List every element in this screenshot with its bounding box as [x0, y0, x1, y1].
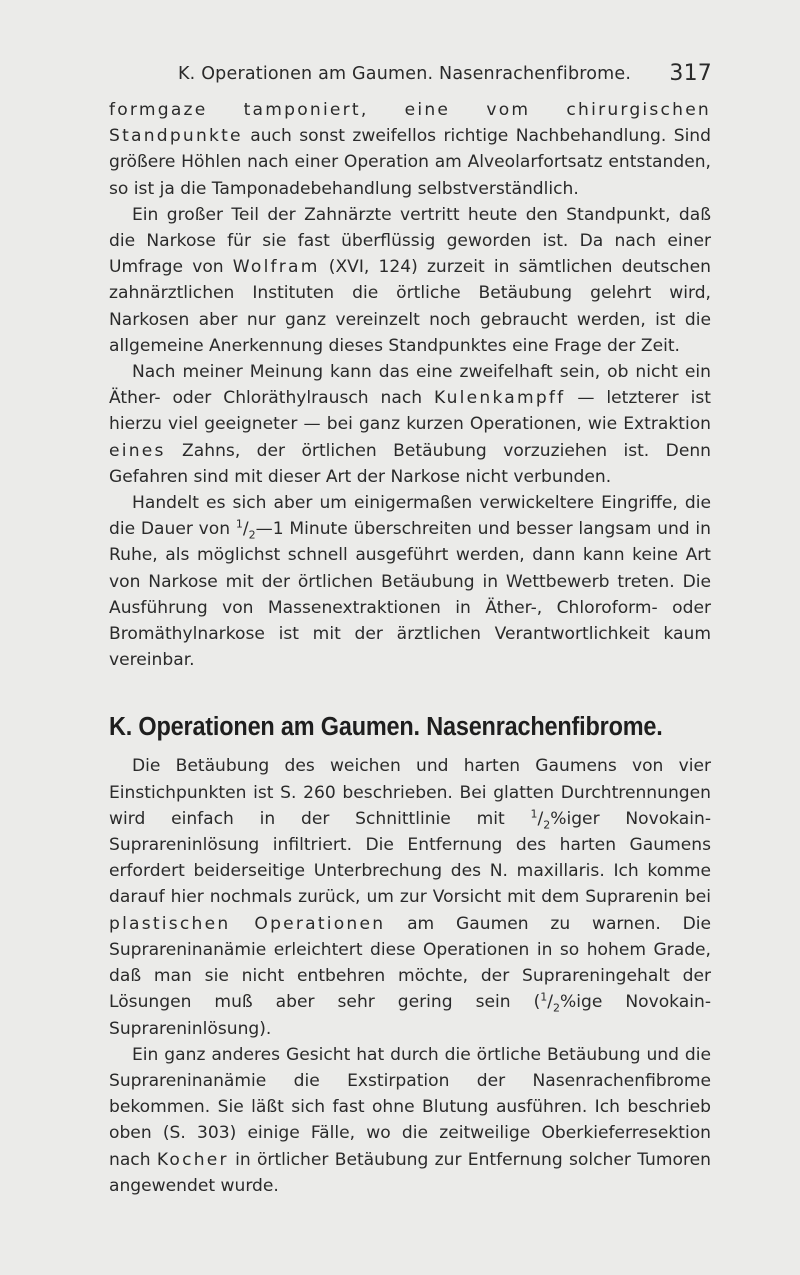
fraction-numerator: 1 — [540, 990, 548, 1004]
text-run: Handelt es sich aber um einigermaßen verwickeltere Eingriffe, die die Dauer von — [109, 493, 711, 540]
body-text — [109, 97, 711, 1199]
fraction-slash: / — [242, 519, 249, 540]
fraction — [530, 807, 551, 832]
paragraph — [109, 753, 711, 1041]
text-run: auch sonst zweifellos richtige Nachbehandlung. Sind größere Höhlen nach einer Operation am Alveolarfortsatz entstanden, so ist ja die Tamponadebehandlung selbstverständlich. — [109, 126, 711, 199]
fraction-numerator: 1 — [235, 517, 243, 531]
emphasized-text: Wolfram — [232, 257, 320, 278]
fraction — [235, 517, 256, 542]
text-run: Nach meiner Meinung kann das eine zweifelhaft sein, ob nicht ein Äther- oder Chloräthylrausch nach — [109, 362, 711, 409]
fraction-denominator: 2 — [543, 818, 551, 832]
emphasized-text: formgaze tamponiert, eine vom chirurgischen Standpunkte — [109, 100, 711, 147]
emphasized-text: plastischen Operationen — [109, 913, 386, 934]
fraction-slash: / — [547, 992, 554, 1013]
text-run: in örtlicher Betäubung zur Entfernung solcher Tumoren angewendet wurde. — [109, 1149, 711, 1196]
paragraph — [109, 97, 711, 202]
text-run: Die Betäubung des weichen und harten Gaumens von vier Einstichpunkten ist S. 260 beschrieben. Bei glatten Durchtrennungen wird einfach in der Schnittlinie mit — [109, 756, 711, 829]
text-run: —1 Minute überschreiten und besser langsam und in Ruhe, als möglichst schnell ausgeführt werden, dann kann keine Art von Narkose mit der örtlichen Betäubung in Wettbewerb treten. Die Ausführung von Massenextraktionen in Äther-, Chloroform- oder Bromäthylnarkose ist mit der ärztlichen Verantwortlichkeit kaum vereinbar. — [109, 519, 711, 671]
text-run: am Gaumen zu warnen. Die Suprareninanämie erleichtert diese Operationen in so hohem Grade, daß man sie nicht entbehren möchte, der Suprareningehalt der Lösungen muß aber sehr gering sein ( — [109, 913, 712, 1013]
text-run: %iger Novokain-Suprareninlösung infiltriert. Die Entfernung des harten Gaumens erfordert beiderseitige Unterbrechung des N. maxillaris. Ich komme darauf hier nochmals zurück, um zur Vorsicht mit dem Suprarenin bei — [109, 808, 712, 908]
text-run: (XVI, 124) zurzeit in sämtlichen deutschen zahnärztlichen Instituten die örtliche Betäubung gelehrt wird, Narkosen aber nur ganz vereinzelt noch gebraucht werden, ist die allgemeine Anerkennung dieses Standpunktes eine Frage der Zeit. — [109, 257, 711, 356]
fraction-slash: / — [537, 808, 544, 829]
text-run: Zahns, der örtlichen Betäubung vorzuziehen ist. Denn Gefahren sind mit dieser Art der Narkose nicht verbunden. — [109, 440, 711, 487]
fraction-denominator: 2 — [248, 528, 256, 542]
fraction-numerator: 1 — [530, 807, 538, 821]
text-run: Ein ganz anderes Gesicht hat durch die örtliche Betäubung und die Suprareninanämie die Exstirpation der Nasenrachenfibrome bekommen. Sie läßt sich fast ohne Blutung ausführen. Ich beschrieb oben (S. 303) einige Fälle, wo die zeitweilige Oberkieferresektion nach — [109, 1044, 711, 1170]
paragraph — [109, 490, 711, 673]
section-heading: K. Operationen am Gaumen. Nasenrachenfibrome. — [109, 713, 663, 742]
page-number: 317 — [669, 61, 712, 86]
text-run: — letzterer ist hierzu viel geeigneter — bei ganz kurzen Operationen, wie Extraktion — [109, 388, 711, 435]
emphasized-text: eines — [109, 440, 166, 461]
emphasized-text: Kocher — [156, 1149, 229, 1170]
paragraphs-before-section — [109, 97, 711, 673]
paragraph — [109, 359, 711, 490]
paragraph — [109, 202, 711, 359]
paragraphs-after-section — [109, 753, 711, 1198]
text-run: Ein großer Teil der Zahnärzte vertritt heute den Standpunkt, daß die Narkose für sie fast überflüssig geworden ist. Da nach einer Umfrage von — [109, 204, 711, 278]
fraction-denominator: 2 — [553, 1001, 561, 1015]
text-run: %ige Novokain-Suprareninlösung). — [109, 992, 711, 1039]
running-title: K. Operationen am Gaumen. Nasenrachenfibrome. — [178, 64, 632, 84]
emphasized-text: Kulenkampff — [434, 388, 566, 409]
fraction — [540, 990, 561, 1015]
paragraph — [109, 1042, 711, 1199]
